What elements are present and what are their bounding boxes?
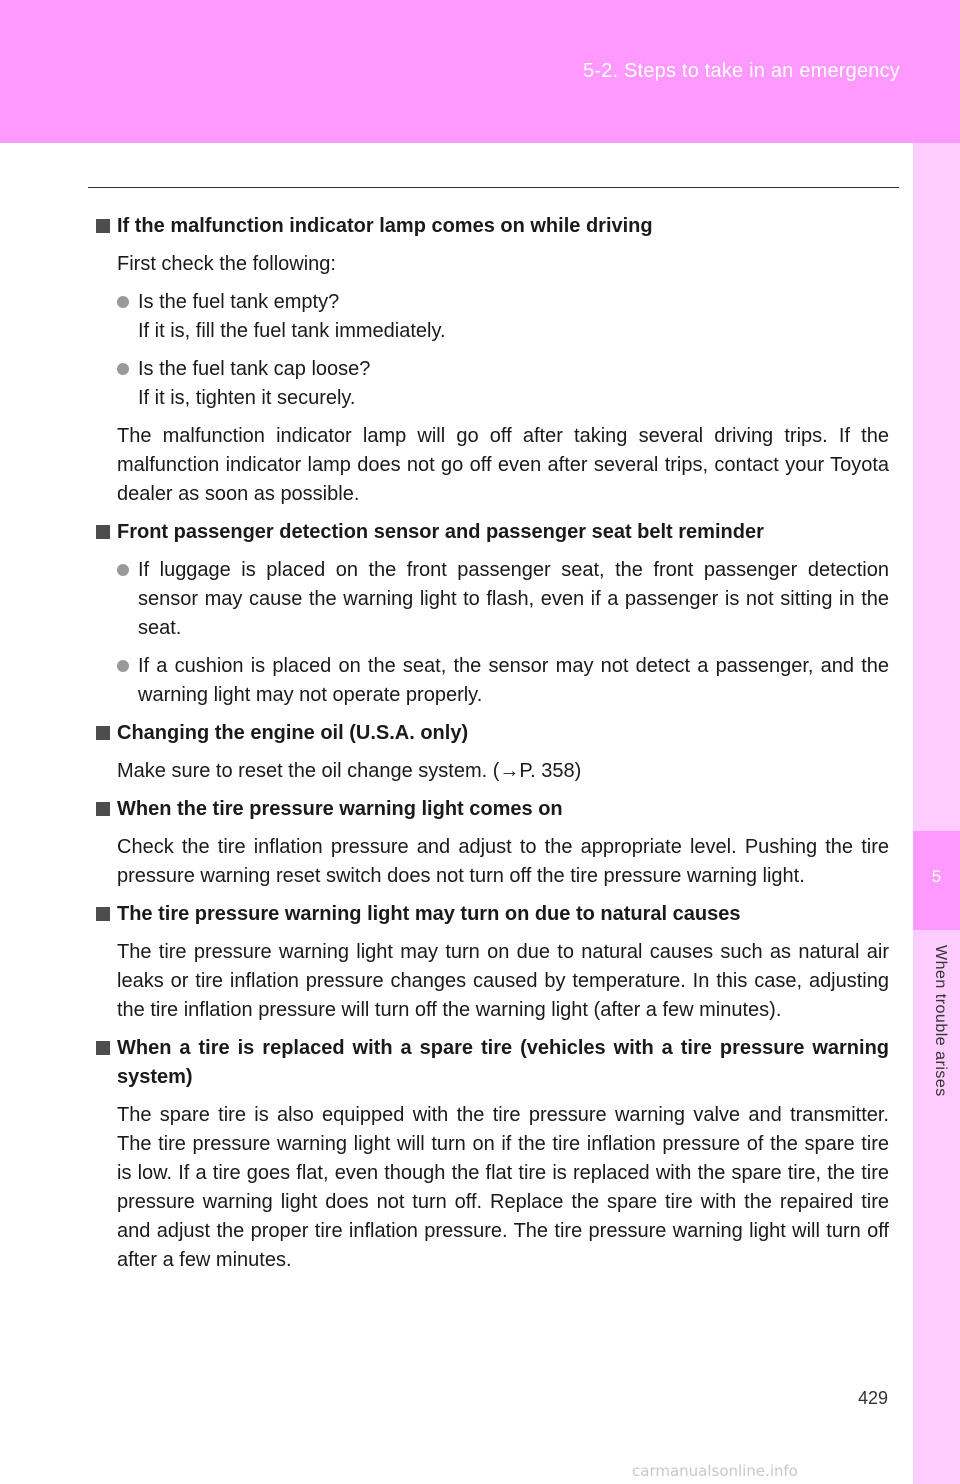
section-heading: When a tire is replaced with a spare tire (vehicles with a tire pressure warning system) bbox=[96, 1034, 889, 1092]
chapter-label: When trouble arises bbox=[932, 945, 949, 1097]
paragraph: First check the following: bbox=[117, 253, 336, 275]
chapter-tab bbox=[913, 831, 960, 930]
side-strip-top bbox=[913, 143, 960, 831]
list-item: If luggage is placed on the front passenger seat, the front passenger detection sensor may cause the warning light to flash, even if a passenger is not sitting in the seat. bbox=[117, 556, 889, 643]
paragraph: Check the tire inflation pressure and adjust to the appropriate level. Pushing the tire pressure warning reset switch does not turn off the tire pressure warning light. bbox=[117, 836, 889, 887]
circle-bullet-icon bbox=[117, 363, 129, 375]
watermark: carmanualsonline.info bbox=[632, 1462, 798, 1480]
list-item: If a cushion is placed on the seat, the sensor may not detect a passenger, and the warning light may not operate properly. bbox=[117, 652, 889, 710]
square-bullet-icon bbox=[96, 907, 110, 921]
section-heading: The tire pressure warning light may turn on due to natural causes bbox=[96, 900, 889, 929]
paragraph: The malfunction indicator lamp will go off after taking several driving trips. If the malfunction indicator lamp does not go off even after several trips, contact your Toyota dealer as soon as possible. bbox=[117, 425, 889, 505]
page-content bbox=[96, 212, 889, 1284]
section-heading: When the tire pressure warning light comes on bbox=[96, 795, 889, 824]
section-heading: Front passenger detection sensor and passenger seat belt reminder bbox=[96, 518, 889, 547]
square-bullet-icon bbox=[96, 726, 110, 740]
section-heading: If the malfunction indicator lamp comes on while driving bbox=[96, 212, 889, 241]
section-heading: Changing the engine oil (U.S.A. only) bbox=[96, 719, 889, 748]
list-item: Is the fuel tank cap loose? If it is, tighten it securely. bbox=[117, 355, 889, 413]
square-bullet-icon bbox=[96, 219, 110, 233]
square-bullet-icon bbox=[96, 1041, 110, 1055]
square-bullet-icon bbox=[96, 802, 110, 816]
chapter-number: 5 bbox=[931, 867, 942, 886]
paragraph: The tire pressure warning light may turn on due to natural causes such as natural air leaks or tire inflation pressure changes caused by temperature. In this case, adjusting the tire inflation pressure will turn off the warning light (after a few minutes). bbox=[117, 941, 889, 1021]
circle-bullet-icon bbox=[117, 296, 129, 308]
square-bullet-icon bbox=[96, 525, 110, 539]
section-title: 5-2. Steps to take in an emergency bbox=[583, 60, 900, 82]
page-number: 429 bbox=[858, 1388, 889, 1408]
paragraph: The spare tire is also equipped with the tire pressure warning valve and transmitter. The tire pressure warning light will turn on if the tire inflation pressure of the spare tire is low. If a tire goes flat, even though the flat tire is replaced with the spare tire, the tire pressure warning light does not turn off. Replace the spare tire with the repaired tire and adjust the proper tire inflation pressure. The tire pressure warning light will turn off after a few minutes. bbox=[117, 1104, 889, 1271]
circle-bullet-icon bbox=[117, 660, 129, 672]
paragraph: Make sure to reset the oil change system. (→P. 358) bbox=[117, 760, 582, 782]
page-header bbox=[0, 0, 960, 143]
list-item: Is the fuel tank empty? If it is, fill the fuel tank immediately. bbox=[117, 288, 889, 346]
header-rule bbox=[88, 187, 899, 188]
circle-bullet-icon bbox=[117, 564, 129, 576]
